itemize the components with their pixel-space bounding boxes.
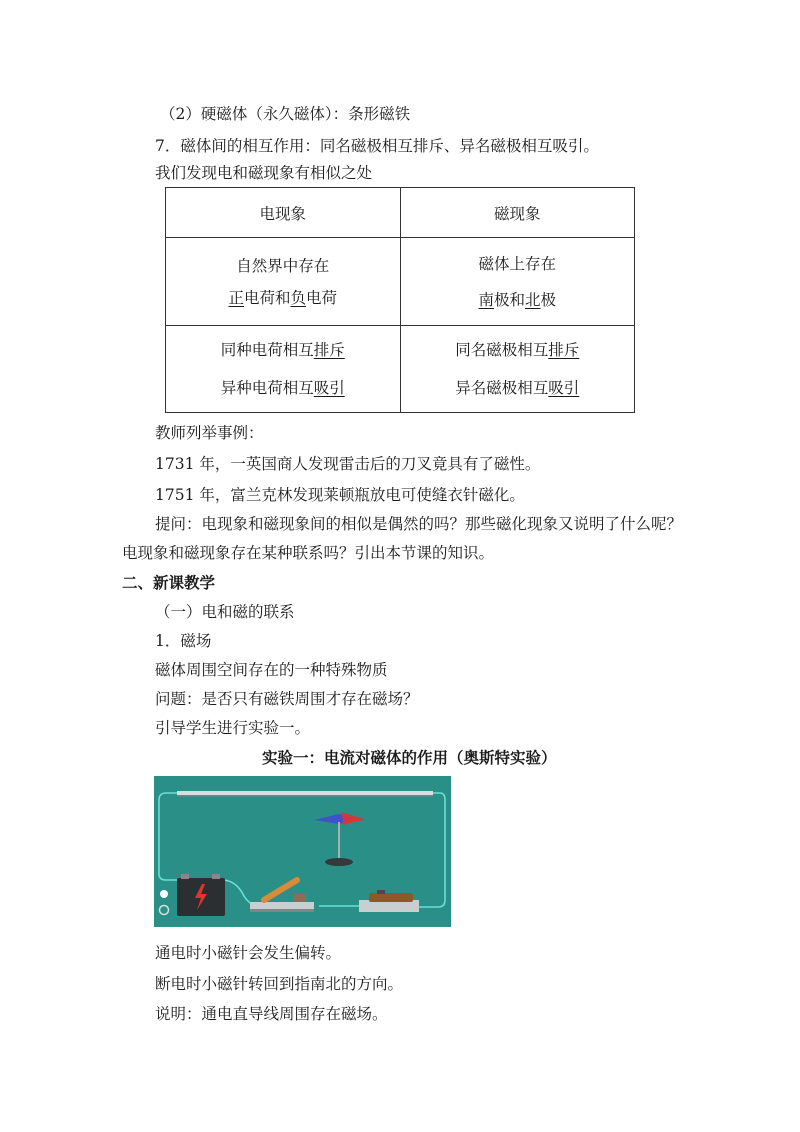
cell-line	[166, 331, 400, 369]
cell-line	[401, 331, 635, 369]
cell-line	[401, 282, 635, 318]
text-powered: 通电时小磁针会发生偏转。	[155, 944, 342, 962]
cell-text: 同名磁极相互	[455, 341, 549, 359]
battery-terminal	[181, 874, 189, 879]
text-question-field: 问题：是否只有磁铁周围才存在磁场？	[155, 690, 419, 708]
text-question: 提问：电现象和磁现象间的相似是偶然的吗？那些磁化现象又说明了什么呢？	[155, 515, 683, 533]
experiment-title: 实验一：电流对磁体的作用（奥斯特实验）	[262, 749, 557, 767]
cell-text: 极和	[493, 290, 525, 309]
cell-text: 异名磁极相互	[455, 379, 549, 397]
switch-contact	[294, 894, 306, 902]
underlined-word: 负	[290, 288, 307, 307]
oersted-experiment-figure	[154, 776, 451, 927]
underlined-word: 北	[525, 290, 541, 309]
cell-text: 同种电荷相互	[220, 341, 314, 359]
header-electric-label: 电现象	[259, 204, 306, 223]
underlined-word: 南	[478, 290, 494, 309]
cell-electric-charges	[166, 238, 401, 326]
text-guide: 引导学生进行实验一。	[155, 719, 311, 737]
cell-line	[166, 369, 400, 407]
header-magnetic-label: 磁现象	[493, 204, 541, 223]
cell-magnetic-interaction	[400, 326, 635, 413]
text-1731: 1731 年，一英国商人发现雷击后的刀叉竟具有了磁性。	[155, 455, 541, 473]
header-electric	[166, 188, 401, 238]
section-heading: 二、新课教学	[122, 574, 216, 592]
underlined-word: 正	[228, 288, 244, 307]
straight-wire	[177, 791, 433, 795]
needle-stand-rod	[338, 822, 340, 860]
table-row	[166, 238, 635, 326]
text-conclusion: 说明：通电直导线周围存在磁场。	[155, 1005, 388, 1023]
cell-line: 磁体上存在	[478, 254, 556, 273]
cell-text: 极	[540, 290, 557, 309]
cell-line	[166, 282, 400, 314]
underlined-word: 吸引	[548, 379, 580, 397]
cell-text: 电荷和	[243, 288, 291, 307]
underlined-word: 排斥	[548, 341, 580, 359]
text-similarity-intro: 我们发现电和磁现象有相似之处	[155, 164, 373, 182]
text-teacher-examples: 教师列举事例：	[155, 424, 264, 442]
rheostat-coil	[369, 893, 413, 902]
text-unpowered: 断电时小磁针转回到指南北的方向。	[155, 975, 404, 993]
switch-base-shadow	[250, 909, 314, 912]
text-1751: 1751 年，富兰克林发现莱顿瓶放电可使缝衣针磁化。	[155, 486, 525, 504]
cell-electric-interaction	[166, 326, 401, 413]
text-hard-magnet: （2）硬磁体（永久磁体）：条形磁铁	[160, 105, 411, 123]
header-magnetic	[400, 188, 635, 238]
table-row	[166, 188, 635, 238]
table-row	[166, 326, 635, 413]
battery-terminal	[212, 874, 220, 879]
wire-shadow	[177, 795, 433, 797]
cell-text: 异种电荷相互	[220, 379, 314, 397]
cell-magnetic-poles	[400, 238, 635, 326]
cell-line: 自然界中存在	[236, 256, 330, 275]
text-question-cont: 电现象和磁现象存在某种联系吗？引出本节课的知识。	[122, 544, 495, 562]
power-dot-icon	[160, 890, 168, 898]
text-magnet-interaction: 7．磁体间的相互作用：同名磁极相互排斥、异名磁极相互吸引。	[155, 137, 599, 155]
underlined-word: 排斥	[313, 341, 345, 359]
cell-text: 电荷	[306, 288, 338, 307]
text-magnetic-field: 1．磁场	[155, 632, 212, 650]
text-field-definition: 磁体周围空间存在的一种特殊物质	[155, 661, 388, 679]
underlined-word: 吸引	[313, 379, 345, 397]
text-subsection: （一）电和磁的联系	[155, 603, 295, 621]
rheostat-slider	[377, 890, 385, 894]
comparison-table	[165, 187, 635, 413]
cell-line	[401, 369, 635, 407]
needle-stand-base	[325, 858, 353, 866]
